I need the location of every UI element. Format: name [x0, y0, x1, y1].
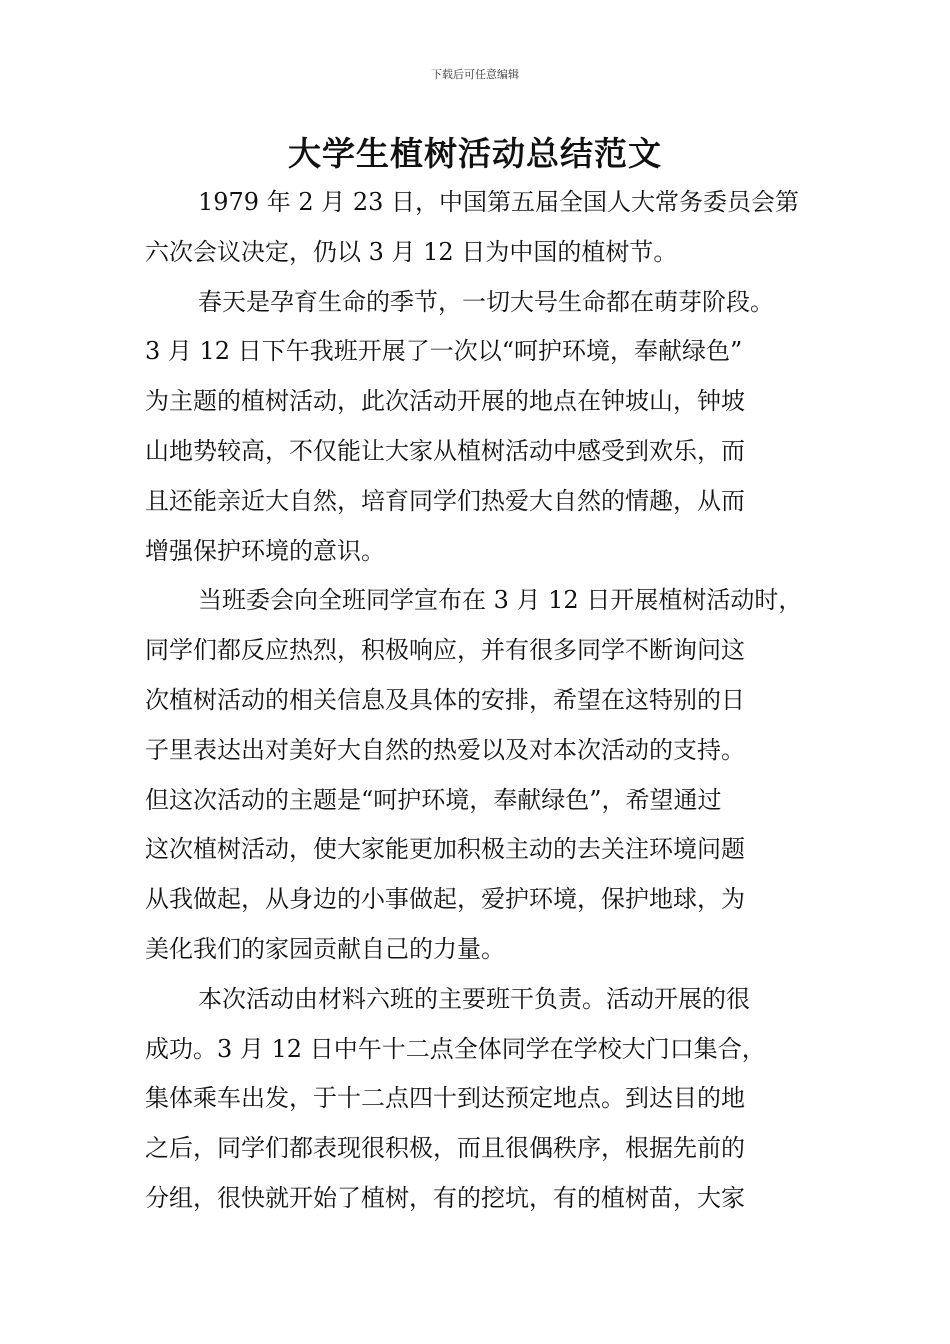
text-line: 成功。3 月 12 日中午十二点全体同学在学校大门口集合， — [145, 1034, 766, 1063]
text-line: 增强保护环境的意识。 — [145, 536, 385, 565]
text-line: 为主题的植树活动，此次活动开展的地点在钟坡山，钟坡 — [145, 387, 745, 416]
text-line: 次植树活动的相关信息及具体的安排，希望在这特别的日 — [145, 685, 745, 714]
text-line: 从我做起，从身边的小事做起，爱护环境，保护地球，为 — [145, 885, 745, 914]
text-line: 这次植树活动，使大家能更加积极主动的去关注环境问题 — [145, 835, 745, 864]
text-line: 春天是孕育生命的季节，一切大号生命都在萌芽阶段。 — [198, 287, 774, 316]
text-line: 六次会议决定，仍以 3 月 12 日为中国的植树节。 — [145, 237, 678, 266]
text-line: 同学们都反应热烈，积极响应，并有很多同学不断询问这 — [145, 636, 745, 665]
text-line: 分组，很快就开始了植树，有的挖坑，有的植树苗，大家 — [145, 1183, 745, 1212]
text-line: 子里表达出对美好大自然的热爱以及对本次活动的支持。 — [145, 735, 745, 764]
text-line: 且还能亲近大自然，培育同学们热爱大自然的情趣，从而 — [145, 486, 745, 515]
text-line: 集体乘车出发，于十二点四十到达预定地点。到达目的地 — [145, 1084, 745, 1113]
text-line: 美化我们的家园贡献自己的力量。 — [145, 934, 505, 963]
text-line: 但这次活动的主题是“呵护环境，奉献绿色”，希望通过 — [145, 785, 722, 814]
header-note: 下载后可任意编辑 — [431, 68, 519, 81]
text-line: 3 月 12 日下午我班开展了一次以“呵护环境，奉献绿色” — [145, 337, 743, 366]
document-title: 大学生植树活动总结范文 — [288, 134, 662, 173]
text-line: 1979 年 2 月 23 日，中国第五届全国人大常务委员会第 — [198, 188, 800, 216]
text-line: 山地势较高，不仅能让大家从植树活动中感受到欢乐，而 — [145, 436, 745, 465]
text-line: 之后，同学们都表现很积极，而且很偶秩序，根据先前的 — [145, 1134, 745, 1163]
text-line: 当班委会向全班同学宣布在 3 月 12 日开展植树活动时， — [198, 586, 803, 615]
text-line: 本次活动由材料六班的主要班干负责。活动开展的很 — [198, 984, 750, 1013]
document-body — [145, 178, 810, 1224]
